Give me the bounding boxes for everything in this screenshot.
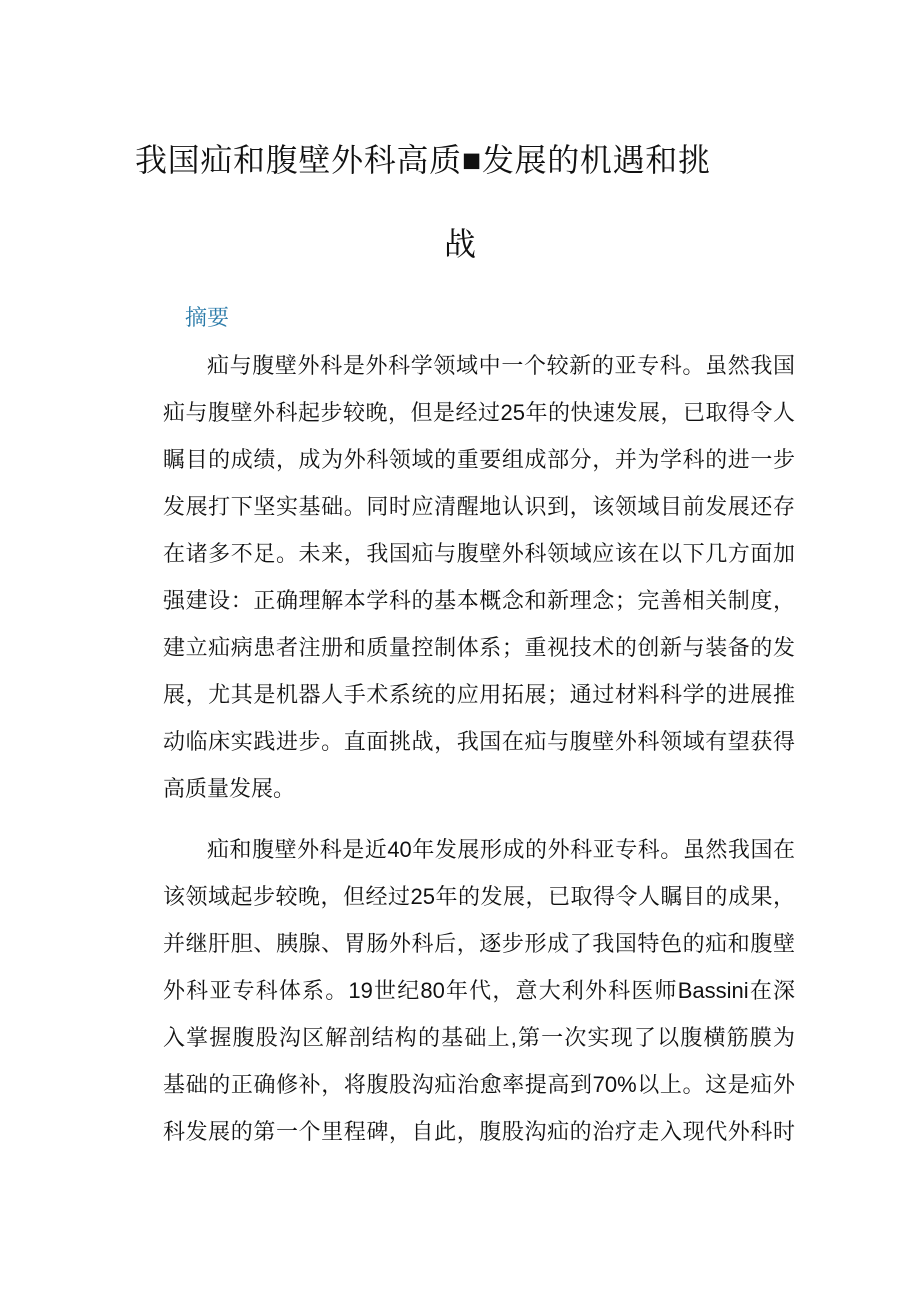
text-line: 发展打下坚实基础。同时应清醒地认识到，该领域目前发展还存 [163, 494, 795, 519]
text-line: 展，尤其是机器人手术系统的应用拓展；通过材料科学的进展推 [163, 682, 795, 707]
text-line: 建立疝病患者注册和质量控制体系；重视技术的创新与装备的发 [163, 635, 795, 660]
abstract-heading: 摘要 [185, 305, 230, 330]
text-line: 疝与腹壁外科起步较晚，但是经过25年的快速发展，已取得令人 [163, 400, 795, 425]
document-title: 我国疝和腹壁外科高质■发展的机遇和挑 [135, 142, 710, 178]
abstract-paragraph [163, 342, 795, 812]
text-line: 外科亚专科体系。19世纪80年代，意大利外科医师Bassini在深 [163, 978, 795, 1003]
text-line: 疝与腹壁外科是外科学领域中一个较新的亚专科。虽然我国 [207, 353, 795, 378]
text-line: 基础的正确修补，将腹股沟疝治愈率提高到70%以上。这是疝外 [163, 1072, 795, 1097]
body-paragraph [163, 826, 795, 1155]
document-title-continued: 战 [443, 226, 476, 262]
text-line: 并继肝胆、胰腺、胃肠外科后，逐步形成了我国特色的疝和腹壁 [163, 931, 795, 956]
text-line: 科发展的第一个里程碑，自此，腹股沟疝的治疗走入现代外科时 [163, 1119, 795, 1144]
text-line: 瞩目的成绩，成为外科领域的重要组成部分，并为学科的进一步 [163, 447, 795, 472]
text-line: 入掌握腹股沟区解剖结构的基础上,第一次实现了以腹横筋膜为 [163, 1025, 795, 1050]
text-line: 动临床实践进步。直面挑战，我国在疝与腹壁外科领域有望获得 [163, 729, 795, 754]
text-line: 高质量发展。 [163, 776, 296, 801]
text-line: 疝和腹壁外科是近40年发展形成的外科亚专科。虽然我国在 [207, 837, 795, 862]
text-line: 该领域起步较晚，但经过25年的发展，已取得令人瞩目的成果， [163, 884, 795, 909]
text-line: 强建设：正确理解本学科的基本概念和新理念；完善相关制度， [163, 588, 795, 613]
text-line: 在诸多不足。未来，我国疝与腹壁外科领域应该在以下几方面加 [163, 541, 795, 566]
